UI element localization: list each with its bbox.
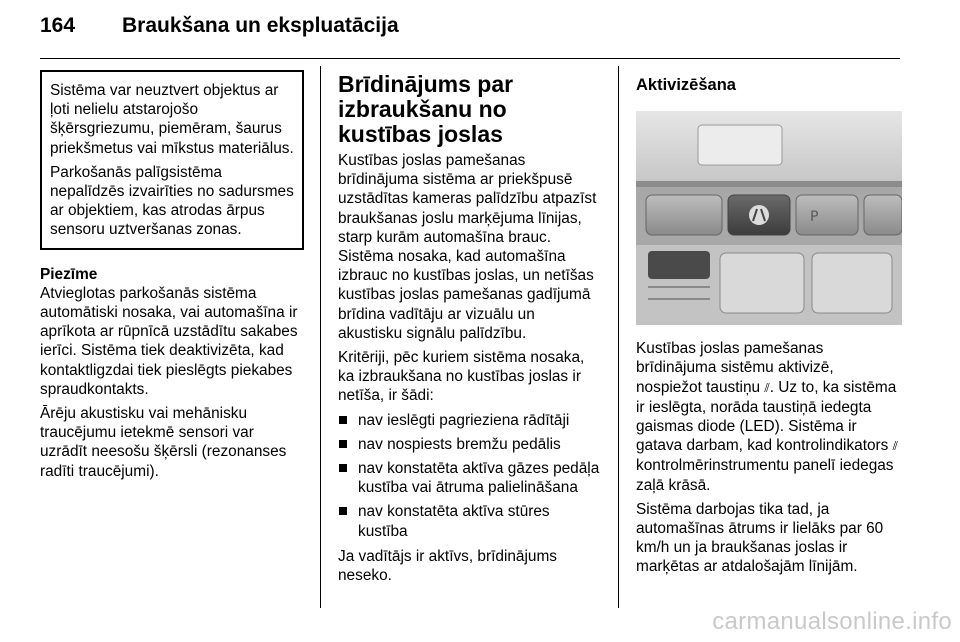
page-header bbox=[40, 14, 399, 50]
section-heading: Brīdinājums par izbraukšanu no kustības joslas bbox=[338, 71, 514, 147]
body-paragraph: Kustības joslas pamešanas brīdinājuma sistēmu aktivizē, nospiežot taustiņu ⫽. Uz to, ka sistēma ir ieslēgta, norāda taustiņā iedegta gaismas diode (LED). Sistēma ir gatava darbam, kad kontrolindikators ⫽ kontrolmērinstrumentu panelī iedegas zaļā krāsā. bbox=[636, 340, 899, 494]
svg-text:P: P bbox=[810, 209, 819, 226]
body-paragraph: Ja vadītājs ir aktīvs, brīdinājums neseko. bbox=[338, 547, 557, 585]
column-right bbox=[636, 70, 902, 582]
lane-departure-icon: ⫽ bbox=[764, 380, 770, 395]
body-paragraph: Kritēriji, pēc kuriem sistēma nosaka, ka izbraukšana no kustības joslas ir netīša, ir šādi: bbox=[338, 349, 585, 405]
page-title: Braukšana un ekspluatācija bbox=[122, 14, 399, 37]
column-left bbox=[40, 70, 304, 486]
column-divider bbox=[618, 66, 619, 608]
list-item: nav nospiests bremžu pedālis bbox=[338, 435, 602, 454]
dashboard-button-photo bbox=[636, 111, 902, 325]
bullet-icon bbox=[339, 507, 347, 515]
bullet-icon bbox=[339, 416, 347, 424]
bullet-icon bbox=[339, 464, 347, 472]
note-paragraph: Ārēju akustisku vai mehānisku traucējumu ietekmē sensori var uzrādīt neesošu šķērsli (rezonanses radīti traucējumi). bbox=[40, 405, 287, 480]
note-paragraph: Atvieglotas parkošanās sistēma automātiski nosaka, vai automašīna ir aprīkota ar rūpnīcā uzstādītu sakabes ierīci. Sistēma tiek deaktivizēta, kad kontaktligzdai tiek pieslēgts piekabes spraudkontakts. bbox=[40, 284, 298, 398]
page-number: 164 bbox=[40, 14, 76, 37]
warning-paragraph: Parkošanās palīgsistēma nepalīdzēs izvairīties no sadursmes ar objektiem, kas atrodas ārpus sensoru uztveršanas zonas. bbox=[50, 163, 294, 239]
header-rule bbox=[40, 58, 900, 59]
body-paragraph: Sistēma darbojas tika tad, ja automašīnas ātrums ir lielāks par 60 km/h un ja braukšanas joslas ir marķētas ar atdalošajām līnijām. bbox=[636, 500, 884, 576]
list-item: nav konstatēta aktīva stūres kustība bbox=[338, 502, 602, 540]
section-heading: Aktivizēšana bbox=[636, 76, 736, 94]
list-item: nav ieslēgti pagrieziena rādītāji bbox=[338, 411, 602, 430]
warning-paragraph: Sistēma var neuztvert objektus ar ļoti nelielu atstarojošo šķērsgriezumu, piemēram, šaurus priekšmetus vai mīkstus materiālus. bbox=[50, 82, 294, 157]
column-middle bbox=[338, 70, 602, 590]
list-item: nav konstatēta aktīva gāzes pedāļa kustība vai ātruma palielināšana bbox=[338, 459, 602, 497]
note-title: Piezīme bbox=[40, 265, 98, 283]
lane-departure-icon: ⫽ bbox=[892, 439, 899, 454]
column-divider bbox=[320, 66, 321, 608]
watermark: carmanualsonline.info bbox=[712, 608, 952, 635]
body-paragraph: Kustības joslas pamešanas brīdinājuma sistēma ar priekšpusē uzstādītas kameras palīdzību atpazīst braukšanas joslu marķējuma līnijas, starp kurām automašīna brauc. Sistēma nosaka, kad automašīna izbrauc no kustības joslas, un netīšas kustības joslas pamešanas gadījumā brīdina vadītāju ar vizuālu un akustisku signālu palīdzību. bbox=[338, 152, 597, 342]
dashboard-photo-illustration bbox=[636, 111, 902, 325]
criteria-list bbox=[338, 411, 602, 541]
bullet-icon bbox=[339, 440, 347, 448]
warning-box bbox=[40, 70, 304, 250]
